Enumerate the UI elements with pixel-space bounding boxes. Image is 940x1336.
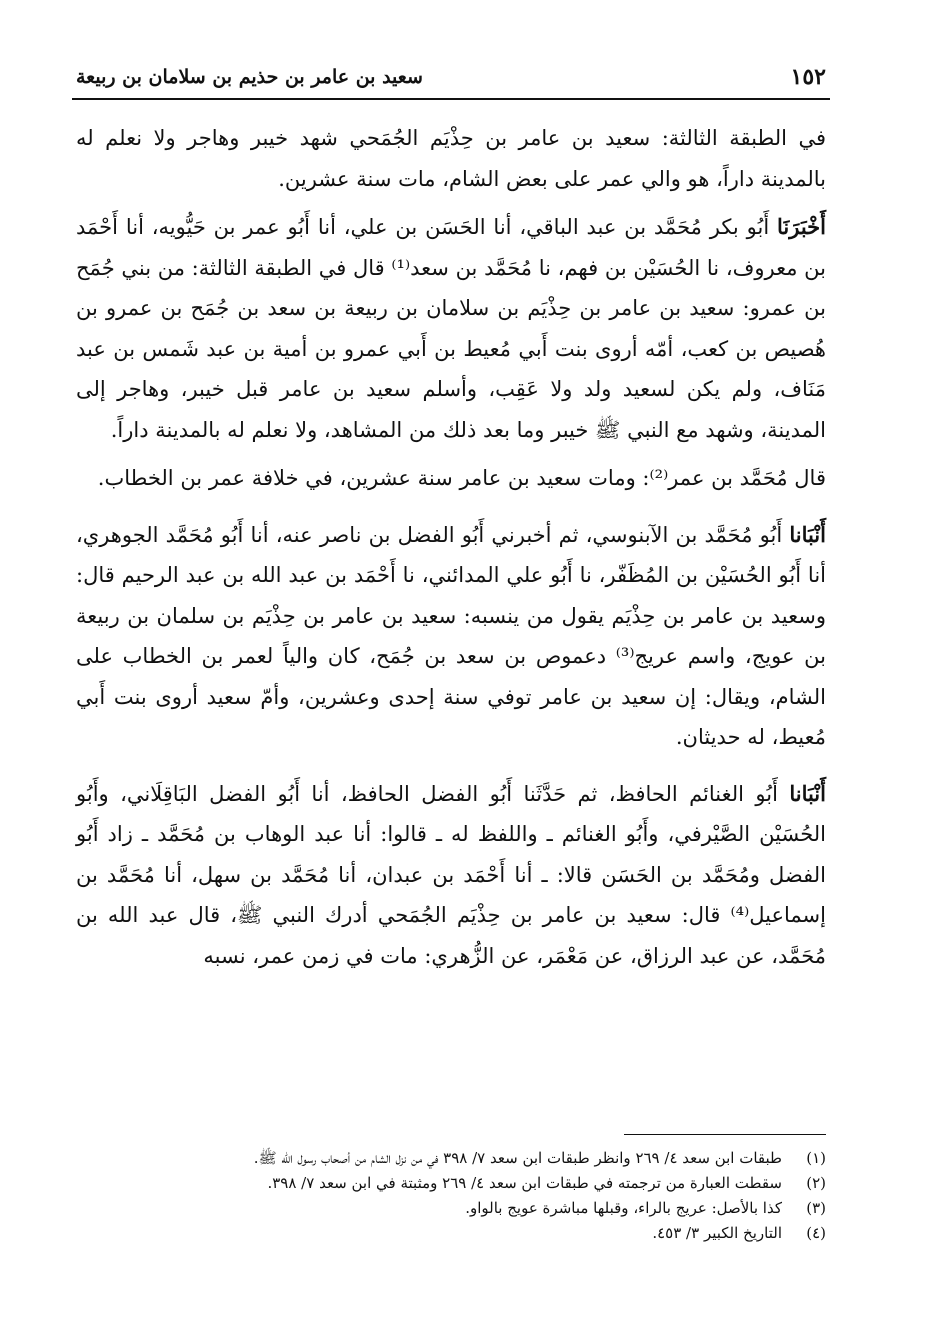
paragraph-text: في الطبقة الثالثة: سعيد بن عامر بن حِذْيَم الجُمَحي شهد خيبر وهاجر ولا نعلم له بالمدينة داراً، هو والي عمر على بعض الشام، مات سنة عشرين.: [76, 126, 826, 191]
paragraph-text: أَبُو بكر مُحَمَّد بن عبد الباقي، أنا الحَسَن بن علي، أنا أَبُو عمر بن حَيُّويه، أنا أَحْمَد بن معروف، نا الحُسَيْن بن فهم، نا مُحَمَّد بن سعد⁽¹⁾ قال في الطبقة الثالثة: من بني جُمَح بن عمرو: سعيد بن عامر بن حِذْيَم بن سلامان بن ربيعة بن سعد بن جُمَح بن عمرو بن هُصيص بن كعب، أمّه أروى بنت أَبي مُعيط بن أَبي عمرو بن أمية بن عبد شَمس بن عبد مَنَاف، ولم يكن لسعيد ولد ولا عَقِب، وأسلم سعيد بن عامر قبل خيبر، وهاجر إلى المدينة، وشهد مع النبي ﷺ خيبر وما بعد ذلك من المشاهد، ولا نعلم له بالمدينة داراً.: [76, 215, 827, 442]
paragraph-1: [76, 118, 826, 199]
footnote-number: (١): [806, 1149, 826, 1167]
page-number: ١٥٢: [790, 64, 826, 90]
footnote-text: كذا بالأصل: عريج بالراء، وقبلها مباشرة عويج بالواو.: [465, 1199, 782, 1217]
paragraph-5: [76, 774, 826, 977]
footnote-rule: [624, 1134, 826, 1135]
main-text: [76, 118, 826, 976]
paragraph-lead: أَنْبَانا: [789, 780, 826, 806]
footnote: [76, 1196, 826, 1221]
footnotes: [76, 1146, 826, 1246]
paragraph-text: أَبُو مُحَمَّد بن الآبنوسي، ثم أخبرني أَبُو الفضل بن ناصر عنه، أنا أَبُو مُحَمَّد الجوهري، أنا أَبُو الحُسَيْن بن المُظَفّر، نا أَبُو علي المدائني، نا أَحْمَد بن عبد الله بن عبد الرحيم قال: وسعيد بن عامر بن حِذْيَم يقول من ينسبه: سعيد بن عامر بن حِذْيَم بن سلمان بن ربيعة بن عويج، واسم عريج⁽³⁾ دعموص بن سعد بن جُمَح، كان والياً لعمر بن الخطاب على الشام، ويقال: إن سعيد بن عامر توفي سنة إحدى وعشرين، وأمّ سعيد أروى بنت أَبي مُعيط، له حديثان.: [76, 522, 826, 749]
footnote-number: (٣): [806, 1199, 826, 1217]
footnote-text: سقطت العبارة من ترجمته في طبقات ابن سعد ٤/ ٢٦٩ ومثبتة في ابن سعد ٧/ ٣٩٨.: [267, 1174, 782, 1192]
footnote-text: التاريخ الكبير ٣/ ٤٥٣.: [652, 1224, 782, 1242]
footnote-number: (٢): [806, 1174, 826, 1192]
paragraph-2: [76, 207, 826, 450]
footnote: [76, 1171, 826, 1196]
paragraph-3: [76, 458, 826, 499]
running-header: [72, 62, 830, 96]
footnote: [76, 1146, 826, 1171]
paragraph-lead: أَنْبَانا: [789, 521, 826, 547]
footnote-text: طبقات ابن سعد ٤/ ٢٦٩ وانظر طبقات ابن سعد ٧/ ٣٩٨ في من نزل الشام من أصحاب رسول الله ﷺ.: [253, 1149, 782, 1167]
header-rule: [72, 98, 830, 100]
footnote: [76, 1221, 826, 1246]
paragraph-text: قال مُحَمَّد بن عمر⁽²⁾: ومات سعيد بن عامر سنة عشرين، في خلافة عمر بن الخطاب.: [97, 466, 826, 490]
paragraph-4: [76, 515, 826, 758]
footnote-number: (٤): [806, 1224, 826, 1242]
paragraph-text: أَبُو الغنائم الحافظ، ثم حَدَّثَنا أَبُو الفضل الحافظ، أنا أَبُو الفضل البَاقِلَاني، وأَبُو الحُسَيْن الصَّيْرفي، وأَبُو الغنائم ـ واللفظ له ـ قالوا: أنا عبد الوهاب بن مُحَمَّد ـ زاد أَبُو الفضل ومُحَمَّد بن الحَسَن قالا: ـ أنا أَحْمَد بن عبدان، أنا مُحَمَّد بن سهل، أنا مُحَمَّد بن إسماعيل⁽⁴⁾ قال: سعيد بن عامر بن حِذْيَم الجُمَحي أدرك النبي ﷺ، قال عبد الله بن مُحَمَّد، عن عبد الرزاق، عن مَعْمَر، عن الزُّهري: مات في زمن عمر، نسبه: [76, 781, 826, 968]
paragraph-lead: أَخْبَرَنَا: [777, 214, 826, 239]
running-title: سعيد بن عامر بن حذيم بن سلامان بن ربيعة: [76, 66, 423, 88]
